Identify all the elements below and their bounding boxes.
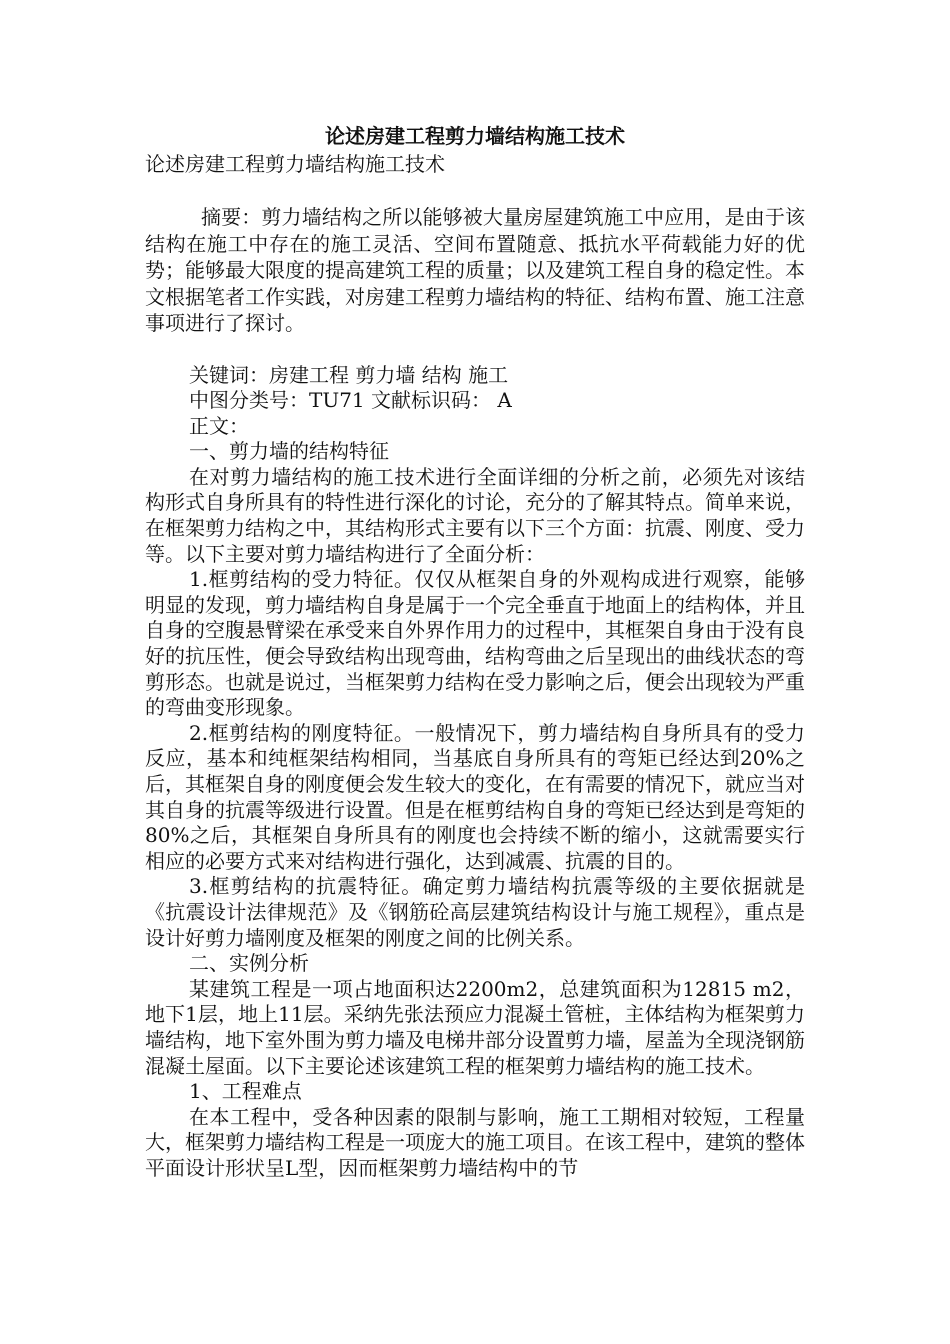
keywords-line: 关键词：房建工程 剪力墙 结构 施工 xyxy=(189,362,509,387)
point-3-paragraph: 3.框剪结构的抗震特征。确定剪力墙结构抗震等级的主要依据就是《抗震设计法律规范》及《钢筋砼高层建筑结构设计与施工规程》，重点是设计好剪力墙刚度及框架的刚度之间的比例关系。 xyxy=(145,874,805,950)
body-label: 正文： xyxy=(189,413,249,438)
classification-line: 中图分类号：TU71 文献标识码： A xyxy=(189,388,512,413)
point-2-paragraph: 2.框剪结构的刚度特征。一般情况下，剪力墙结构自身所具有的受力反应，基本和纯框架结构相同，当基底自身所具有的弯矩已经达到20%之后，其框架自身的刚度便会发生较大的变化，在有需要的情况下，就应当对其自身的抗震等级进行设置。但是在框剪结构自身的弯矩已经达到是弯矩的80%之后，其框架自身所具有的刚度也会持续不断的缩小，这就需要实行相应的必要方式来对结构进行强化，达到减震、抗震的目的。 xyxy=(145,720,805,873)
document-page xyxy=(145,122,805,1182)
section-heading-1: 一、剪力墙的结构特征 xyxy=(189,439,389,464)
subsection-heading-1: 1、工程难点 xyxy=(189,1079,302,1104)
point-1-paragraph: 1.框剪结构的受力特征。仅仅从框架自身的外观构成进行观察，能够明显的发现，剪力墙结构自身是属于一个完全垂直于地面上的结构体，并且自身的空腹悬臂梁在承受来自外界作用力的过程中，其框架自身由于没有良好的抗压性，便会导致结构出现弯曲，结构弯曲之后呈现出的曲线状态的弯剪形态。也就是说过，当框架剪力结构在受力影响之后，便会出现较为严重的弯曲变形现象。 xyxy=(145,567,805,720)
subsection1-paragraph: 在本工程中，受各种因素的限制与影响，施工工期相对较短，工程量大，框架剪力墙结构工程是一项庞大的施工项目。在该工程中，建筑的整体平面设计形状呈L型，因而框架剪力墙结构中的节 xyxy=(145,1104,805,1180)
document-subtitle: 论述房建工程剪力墙结构施工技术 xyxy=(145,152,445,176)
abstract-paragraph: 摘要：剪力墙结构之所以能够被大量房屋建筑施工中应用，是由于该结构在施工中存在的施工灵活、空间布置随意、抵抗水平荷载能力好的优势；能够最大限度的提高建筑工程的质量；以及建筑工程自身的稳定性。本文根据笔者工作实践，对房建工程剪力墙结构的特征、结构布置、施工注意事项进行了探讨。 xyxy=(145,205,805,335)
section2-intro-paragraph: 某建筑工程是一项占地面积达2200m2，总建筑面积为12815 m2，地下1层，地上11层。采纳先张法预应力混凝土管桩，主体结构为框架剪力墙结构，地下室外围为剪力墙及电梯井部分设置剪力墙，屋盖为全现浇钢筋混凝土屋面。以下主要论述该建筑工程的框架剪力墙结构的施工技术。 xyxy=(145,976,805,1078)
section1-intro-paragraph: 在对剪力墙结构的施工技术进行全面详细的分析之前，必须先对该结构形式自身所具有的特性进行深化的讨论，充分的了解其特点。简单来说，在框架剪力结构之中，其结构形式主要有以下三个方面：抗震、刚度、受力等。以下主要对剪力墙结构进行了全面分析： xyxy=(145,464,805,566)
document-title: 论述房建工程剪力墙结构施工技术 xyxy=(325,124,625,148)
section-heading-2: 二、实例分析 xyxy=(189,951,309,976)
